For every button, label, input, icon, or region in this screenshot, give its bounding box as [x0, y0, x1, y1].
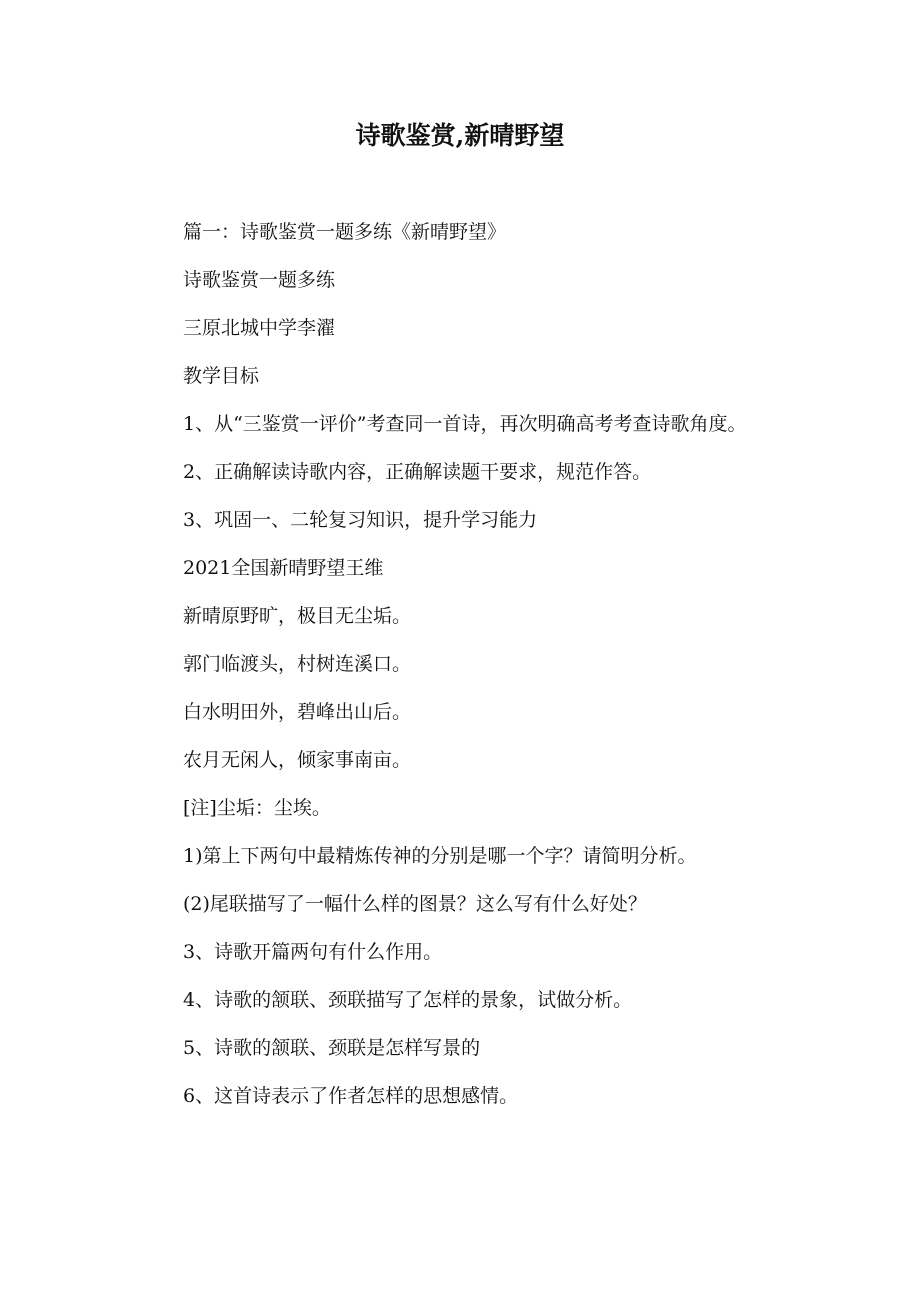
- paragraph-poem-title: 2021全国新晴野望王维: [183, 557, 384, 579]
- paragraph-question-4: 4、诗歌的颔联、颈联描写了怎样的景象，试做分析。: [183, 989, 633, 1011]
- paragraph-poem-line-1: 新晴原野旷，极目无尘垢。: [183, 605, 412, 627]
- paragraph-author: 三原北城中学李濯: [183, 317, 336, 339]
- paragraph-subtitle: 诗歌鉴赏一题多练: [183, 269, 336, 291]
- paragraph-poem-line-2: 郭门临渡头，村树连溪口。: [183, 653, 412, 675]
- paragraph-question-1: 1)第上下两句中最精炼传神的分别是哪一个字？请简明分析。: [183, 845, 697, 867]
- paragraph-question-3: 3、诗歌开篇两句有什么作用。: [183, 941, 443, 963]
- paragraph-objective-1: 1、从“三鉴赏一评价”考查同一首诗，再次明确高考考查诗歌角度。: [183, 413, 747, 435]
- paragraph-objectives-heading: 教学目标: [183, 365, 260, 387]
- paragraph-question-5: 5、诗歌的颔联、颈联是怎样写景的: [183, 1037, 481, 1059]
- paragraph-objective-3: 3、巩固一、二轮复习知识，提升学习能力: [183, 509, 538, 531]
- paragraph-question-6: 6、这首诗表示了作者怎样的思想感情。: [183, 1085, 519, 1107]
- page-title: 诗歌鉴赏,新晴野望: [355, 121, 565, 150]
- paragraph-poem-line-4: 农月无闲人，倾家事南亩。: [183, 749, 412, 771]
- paragraph-note: [注]尘垢：尘埃。: [183, 797, 331, 819]
- paragraph-question-2: (2)尾联描写了一幅什么样的图景？这么写有什么好处？: [183, 893, 647, 915]
- document-body: [140, 208, 790, 1120]
- paragraph-objective-2: 2、正确解读诗歌内容，正确解读题干要求，规范作答。: [183, 461, 652, 483]
- paragraph-poem-line-3: 白水明田外，碧峰出山后。: [183, 701, 412, 723]
- paragraph-section-heading: 篇一：诗歌鉴赏一题多练《新晴野望》: [183, 221, 507, 243]
